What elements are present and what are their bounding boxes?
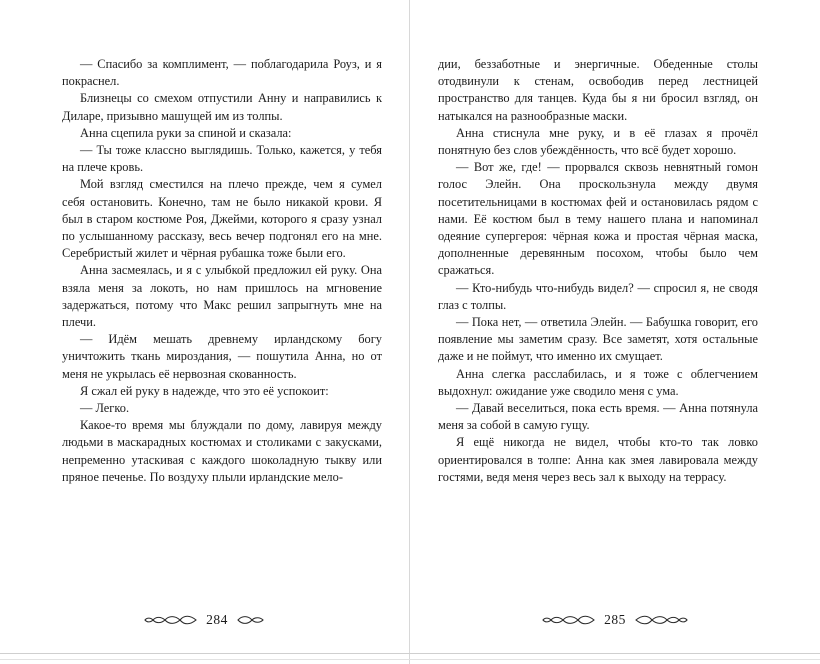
- left-page-body: [62, 56, 382, 486]
- paragraph: Я ещё никогда не видел, чтобы кто-то так ловко ориентировался в толпе: Анна как змея лавировала между гостями, ведя меня через весь зал к выходу на террасу.: [438, 435, 758, 484]
- right-page-folio: [410, 612, 820, 628]
- paragraph: — Идём мешать древнему ирландскому богу уничтожить ткань мироздания, — пошутила Анна, но от меня не укрылась её нервозная скованность.: [62, 332, 382, 381]
- paragraph: — Вот же, где! — прорвался сквозь невнятный гомон голос Элейн. Она проскользнула между двумя посетительницами в костюмах фей и остановилась рядом с нами. Её костюм был в тему нашего плана и напоминал одеяние супергероя: чёрная кожа и простая чёрная маска, дополненные деревянным посохом, чтобы было чем сражаться.: [438, 160, 758, 278]
- right-page: [410, 0, 820, 664]
- paragraph: — Ты тоже классно выглядишь. Только, кажется, у тебя на плече кровь.: [62, 143, 382, 175]
- left-page-folio: [0, 612, 410, 628]
- left-page-text-block: [62, 56, 382, 616]
- paragraph: — Пока нет, — ответила Элейн. — Бабушка говорит, его появление мы заметим сразу. Все заметят, хотя остальные даже и не поймут, что именно их смущает.: [438, 315, 758, 364]
- paragraph: Анна сцепила руки за спиной и сказала:: [80, 125, 292, 140]
- paragraph: Какое-то время мы блуждали по дому, лавируя между людьми в маскарадных костюмах и столиками с закусками, непременно утаскивая с каждого шоколадную тыкву или пряное печенье. По воздуху плыли ирландские мело-: [62, 418, 382, 484]
- floral-divider-ornament-icon: [540, 613, 596, 627]
- paragraph: Мой взгляд сместился на плечо прежде, чем я сумел себя остановить. Конечно, там не было никакой крови. Я был в старом костюме Роя, Джейми, которого я сразу узнал по услышанному рассказу, весь вечер подгонял его на мне. Серебристый жилет и чёрная рубашка тоже были его.: [62, 177, 382, 261]
- page-bottom-edge-line-secondary: [0, 659, 820, 660]
- paragraph: — Давай веселиться, пока есть время. — Анна потянула меня за собой в самую гущу.: [438, 401, 758, 433]
- page-gutter-divider: [409, 0, 410, 664]
- page-number: 284: [206, 612, 228, 627]
- paragraph: Анна засмеялась, и я с улыбкой предложил ей руку. Она взяла меня за локоть, но нам пришлось на мгновение задержаться, потому что Макс решил запрыгнуть мне на плечи.: [62, 263, 382, 330]
- paragraph: — Легко.: [80, 401, 130, 416]
- paragraph: Анна стиснула мне руку, и в её глазах я прочёл понятную без слов убеждённость, что всё будет хорошо.: [438, 125, 758, 158]
- page-number: 285: [604, 612, 626, 627]
- paragraph: Я сжал ей руку в надежде, что это её успокоит:: [80, 383, 329, 398]
- floral-divider-ornament-icon: [236, 613, 268, 627]
- right-page-body: [438, 56, 758, 486]
- paragraph: дии, беззаботные и энергичные. Обеденные столы отодвинули к стенам, освободив перед лестницей пространство для танцев. Куда бы я ни бросил взгляд, он натыкался на разнообразные маски.: [438, 57, 758, 123]
- paragraph: Анна слегка расслабилась, и я тоже с облегчением выдохнул: ожидание уже сводило меня с ума.: [438, 366, 758, 398]
- page-bottom-edge-line: [0, 653, 820, 654]
- right-page-text-block: [438, 56, 758, 616]
- paragraph: — Спасибо за комплимент, — поблагодарила Роуз, и я покраснел.: [62, 57, 382, 89]
- paragraph: Близнецы со смехом отпустили Анну и направились к Диларе, призывно машущей им из толпы.: [62, 91, 382, 123]
- floral-divider-ornament-icon: [142, 613, 198, 627]
- paragraph: — Кто-нибудь что-нибудь видел? — спросил я, не сводя глаз с толпы.: [438, 280, 758, 312]
- floral-divider-ornament-icon: [634, 613, 690, 627]
